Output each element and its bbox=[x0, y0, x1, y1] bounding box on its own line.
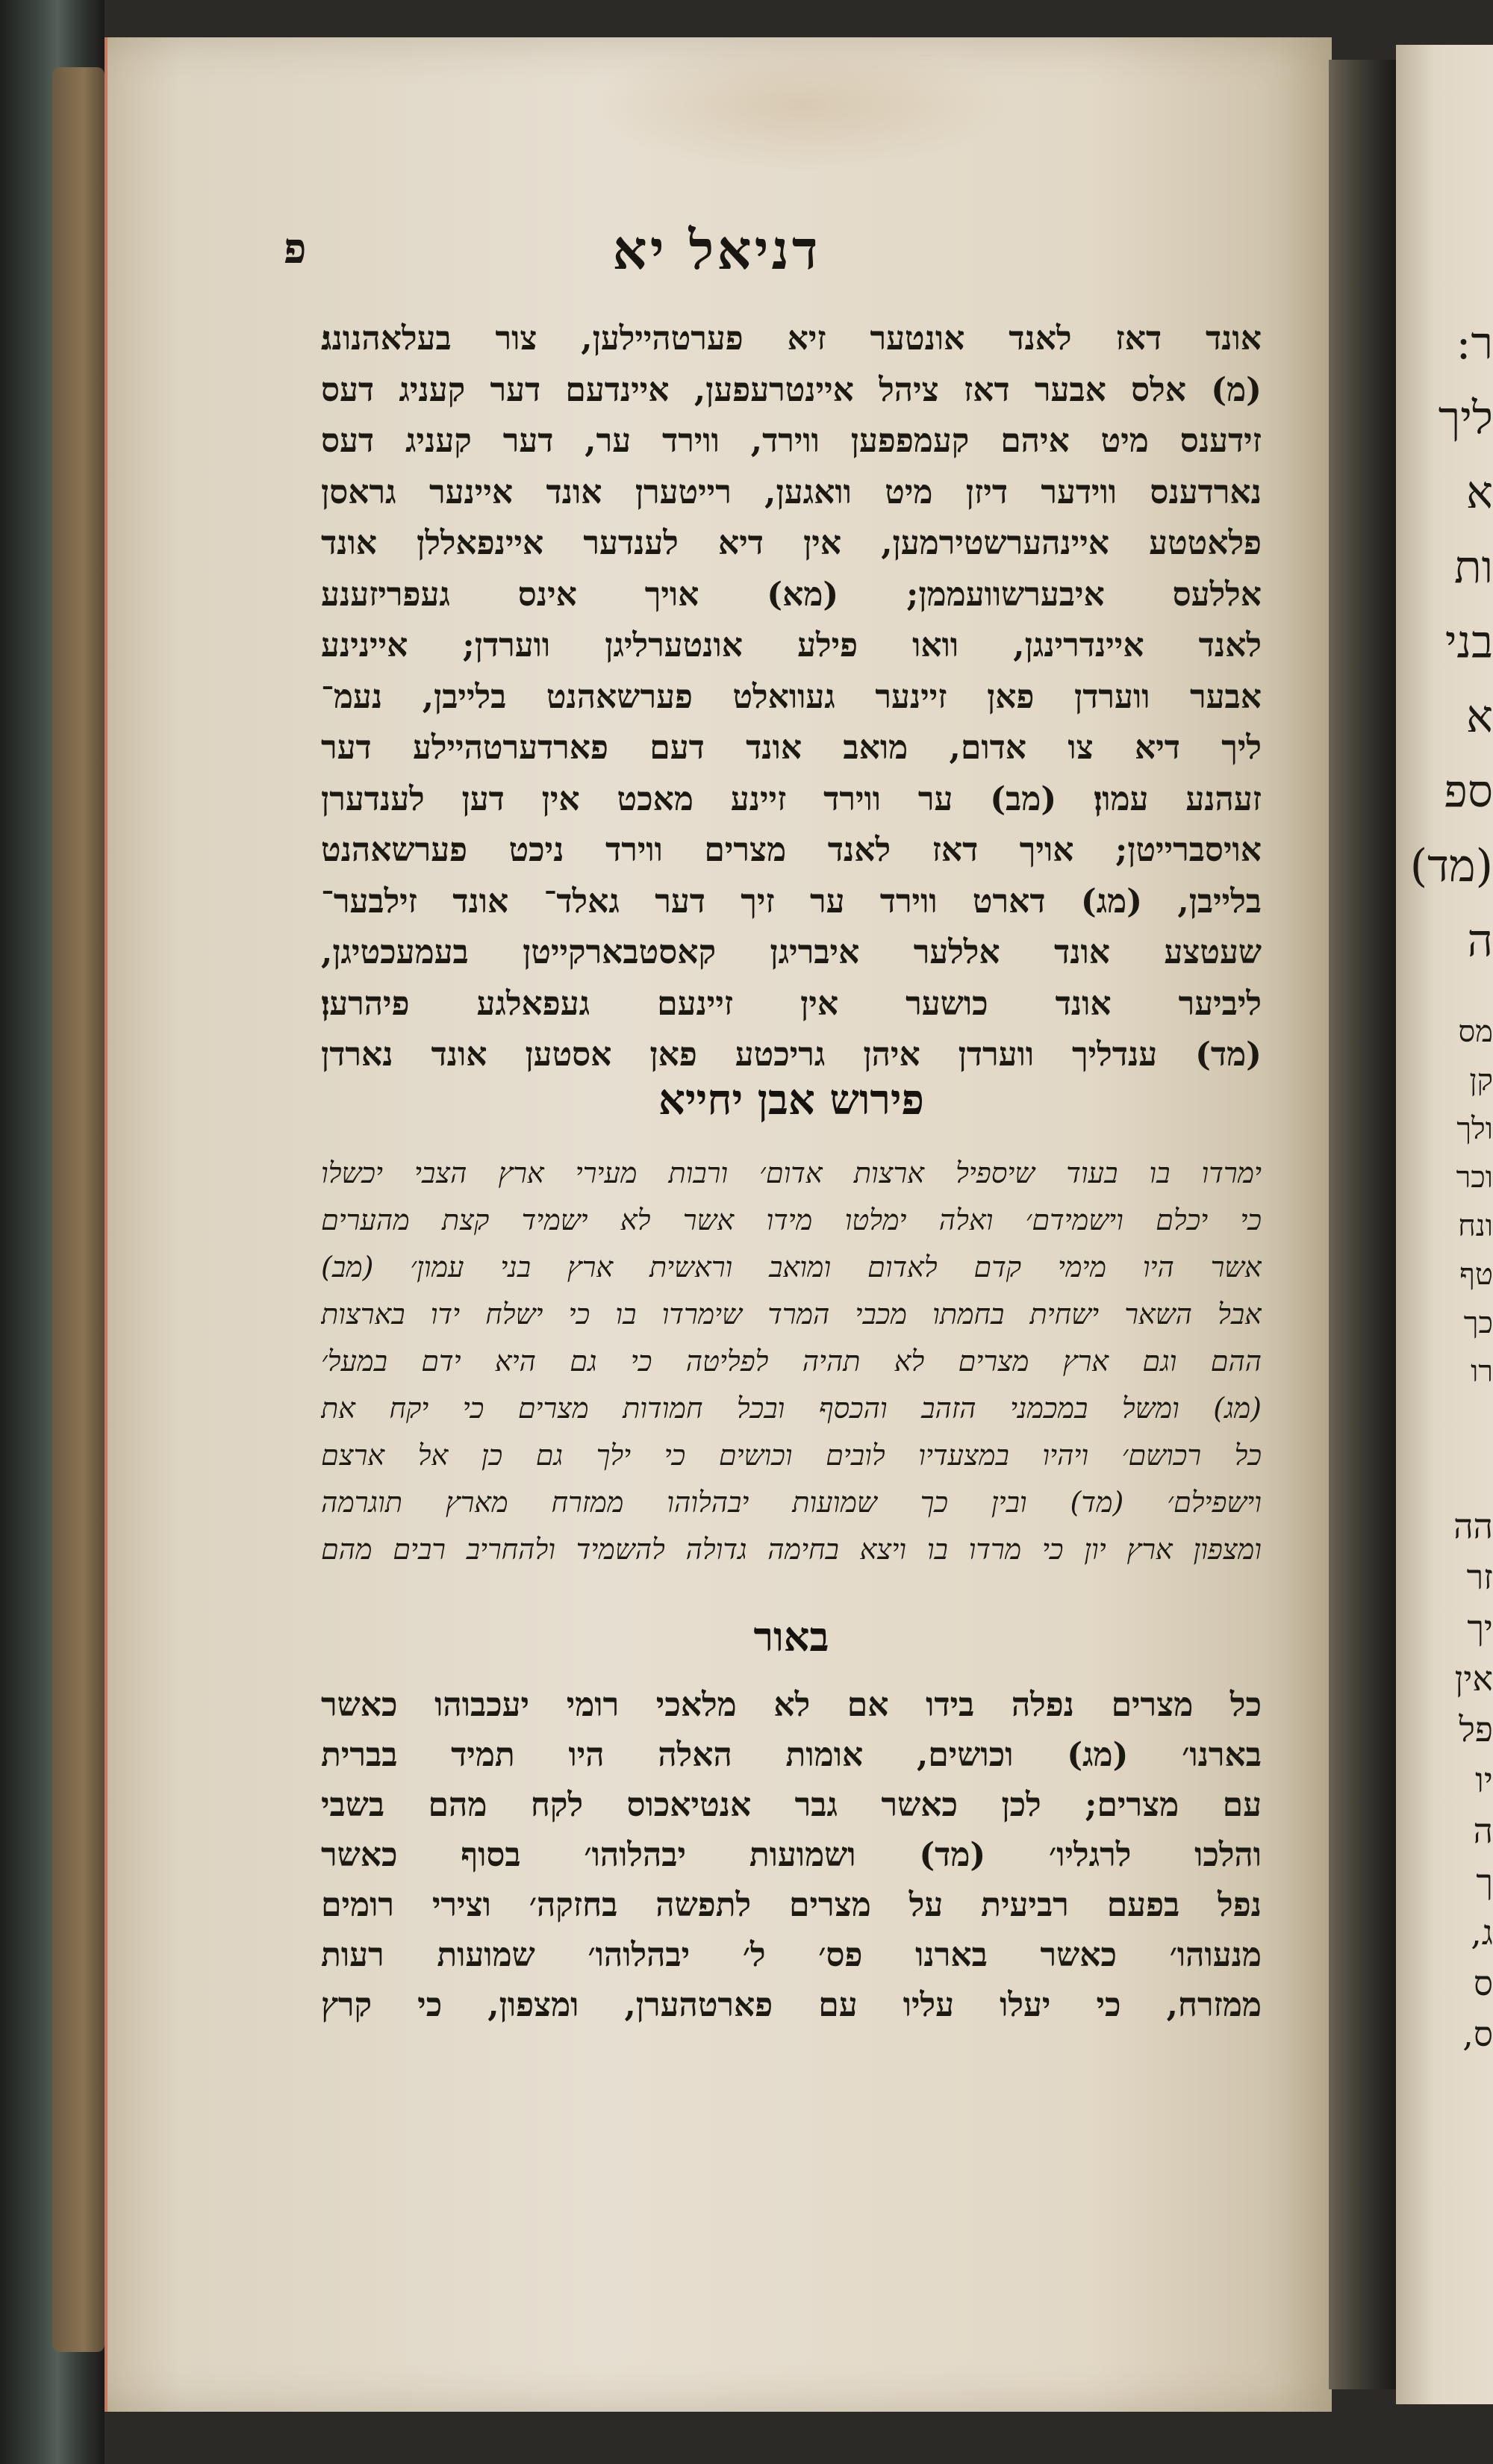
biur-title: באור bbox=[753, 1613, 829, 1661]
next-page-fragment: ולך bbox=[1456, 1112, 1493, 1146]
commentary-title: פירוש אבן יחייא bbox=[658, 1075, 924, 1124]
next-page-upper bbox=[1396, 306, 1493, 978]
yiddish-line: זידענס מיט איהם קעמפפען ווירד, ווירד ער, דער קעניג דעס bbox=[321, 422, 1262, 460]
next-page-fragment: זר bbox=[1466, 1557, 1493, 1597]
next-page-fragment: רו bbox=[1471, 1354, 1493, 1389]
yiddish-line: פלאטטע איינהערשטירמען, אין דיא לענדער איינפאללן אונד bbox=[321, 524, 1262, 562]
running-head: דניאל יא bbox=[612, 218, 821, 281]
yiddish-line: אונד דאז לאנד אונטער זיא פערטהיילען, צור בעלאהנונג׃ bbox=[321, 320, 1262, 358]
next-page-fragment: יו bbox=[1475, 1760, 1493, 1800]
next-page bbox=[1396, 45, 1493, 2404]
biur-line: בארנו׳ (מג) וכושים, אומות האלה היו תמיד בברית bbox=[321, 1736, 1262, 1774]
commentary-line: אשר היו מימי קדם לאדום ומואב וראשית ארץ בני עמון׳ (מב) bbox=[321, 1251, 1262, 1284]
biur-line: ממזרח, כי יעלו עליו עם פארטהערן, ומצפון, כי קרץ bbox=[321, 1986, 1262, 2024]
next-page-fragment: פל bbox=[1459, 1709, 1493, 1749]
next-page-bottom bbox=[1396, 1501, 1493, 2059]
yiddish-line: ליך דיא צו אדום, מואב אונד דעם פארדערטהיילע דער bbox=[321, 729, 1262, 767]
next-page-fragment: בני bbox=[1444, 616, 1493, 668]
yiddish-line: (מד) ענדליך ווערדן איהן גריכטע פאן אסטען אונד נארדן bbox=[321, 1036, 1262, 1074]
yiddish-line: שעטצע אונד אללער איבריגן קאסטבארקייטן בעמעכטיגן, bbox=[321, 933, 1262, 971]
next-page-fragment: (מד) bbox=[1409, 840, 1493, 892]
yiddish-line: ליביער אונד כושער אין זיינעם געפאלגע פיהרען׃ bbox=[321, 984, 1262, 1023]
next-page-fragment: אין bbox=[1454, 1658, 1493, 1699]
commentary-line: ההם וגם ארץ מצרים לא תהיה לפליטה כי גם היא ידם במעל׳ bbox=[321, 1345, 1262, 1378]
biur-text bbox=[321, 1680, 1262, 2030]
commentary-line: אבל השאר ישחית בחמתו מכבי המרד שימרדו בו כי ישלח ידו בארצות bbox=[321, 1298, 1262, 1331]
next-page-fragment: א bbox=[1465, 467, 1493, 519]
biur-line: נפל בפעם רביעית על מצרים לתפשה בחזקה׳ וצירי רומים bbox=[321, 1886, 1262, 1924]
next-page-fragment: ה bbox=[1473, 1811, 1493, 1851]
yiddish-line: זעהנע עמון׃ (מב) ער ווירד זיינע מאכט אין דען לענדערן bbox=[321, 780, 1262, 818]
yiddish-line: אללעס איבערשוועממן; (מא) אויך אינס געפריזענע bbox=[321, 575, 1262, 614]
next-page-fragment: א bbox=[1465, 691, 1493, 743]
next-page-fragment: כך bbox=[1463, 1306, 1493, 1340]
next-page-fragment: יך bbox=[1467, 1608, 1493, 1648]
next-page-fragment: מס bbox=[1458, 1015, 1493, 1049]
page-number: פ bbox=[284, 224, 307, 273]
next-page-fragment: ליך bbox=[1438, 392, 1493, 444]
next-page-fragment: ס, bbox=[1462, 2014, 1493, 2054]
water-stain bbox=[593, 37, 1011, 172]
yiddish-line: (מ) אלס אבער דאז ציהל איינטרעפען, איינדעם דער קעניג דעס bbox=[321, 370, 1262, 409]
next-page-fragment: הה bbox=[1453, 1506, 1493, 1546]
book-gutter bbox=[1329, 60, 1396, 2389]
next-page-fragment: ספ bbox=[1444, 765, 1493, 818]
commentary-text bbox=[321, 1150, 1262, 1573]
yiddish-line: אויסברייטן; אויך דאז לאנד מצרים ווירד ניכט פערשאהנט bbox=[321, 831, 1262, 869]
yiddish-line: בלייבן, (מג) דארט ווירד ער זיך דער גאלד־ אונד זילבער־ bbox=[321, 882, 1262, 921]
commentary-line: וישפילם׳ (מד) ובין כך שמועות יבהלוהו ממזרח מארץ תוגרמה bbox=[321, 1486, 1262, 1519]
yiddish-translation bbox=[321, 314, 1262, 1081]
commentary-line: ומצפון ארץ יון כי מרדו בו ויצא בחימה גדולה להשמיד ולהחריב רבים מהם bbox=[321, 1533, 1262, 1566]
commentary-line: (מג) ומשל במכמני הזהב והכסף ובכל חמודות מצרים כי יקח את bbox=[321, 1392, 1262, 1425]
next-page-fragment: ג, bbox=[1471, 1912, 1493, 1953]
next-page-fragment: ך bbox=[1476, 1861, 1493, 1902]
binding-spine-edge bbox=[52, 67, 105, 2352]
next-page-fragment: טף bbox=[1459, 1257, 1493, 1292]
next-page-fragment: וכר bbox=[1456, 1160, 1493, 1195]
next-page-fragment: ה bbox=[1467, 915, 1493, 967]
biur-line: והלכו לרגליו׳ (מד) ושמועות יבהלוהו׳ בסוף כאשר bbox=[321, 1836, 1262, 1874]
yiddish-line: לאנד איינדרינגן, וואו פילע אונטערליגן ווערדן; איינינע bbox=[321, 626, 1262, 665]
yiddish-line: אבער ווערדן פאן זיינער געוואלט פערשאהנט בלייבן, נעמ־ bbox=[321, 677, 1262, 716]
next-page-fragment: ר: bbox=[1456, 317, 1493, 370]
page-header bbox=[194, 218, 1239, 284]
next-page-lower bbox=[1396, 1008, 1493, 1396]
commentary-line: ימרדו בו בעוד שיספיל ארצות אדום׳ ורבות מעירי ארץ הצבי יכשלו bbox=[321, 1157, 1262, 1189]
commentary-line: כי יכלם וישמידם׳ ואלה ימלטו מידו אשר לא ישמיד קצת מהערים bbox=[321, 1204, 1262, 1236]
biur-line: מנעוהו׳ כאשר בארנו פס׳ ל׳ יבהלוהו׳ שמועות רעות bbox=[321, 1936, 1262, 1974]
yiddish-line: נארדענס ווידער דיזן מיט וואגען, רייטערן אונד איינער גראסן bbox=[321, 473, 1262, 511]
next-page-fragment: ות bbox=[1454, 541, 1493, 594]
next-page-fragment: ס bbox=[1473, 1963, 1493, 2003]
biur-line: עם מצרים; לכן כאשר גבר אנטיאכוס לקח מהם בשבי bbox=[321, 1786, 1262, 1824]
next-page-fragment: קן bbox=[1469, 1063, 1493, 1098]
commentary-line: כל רכושם׳ ויהיו במצעדיו לובים וכושים כי ילך גם כן אל ארצם bbox=[321, 1439, 1262, 1472]
biur-line: כל מצרים נפלה בידו אם לא מלאכי רומי יעכבוהו כאשר bbox=[321, 1686, 1262, 1724]
next-page-fragment: ונח bbox=[1458, 1209, 1493, 1243]
